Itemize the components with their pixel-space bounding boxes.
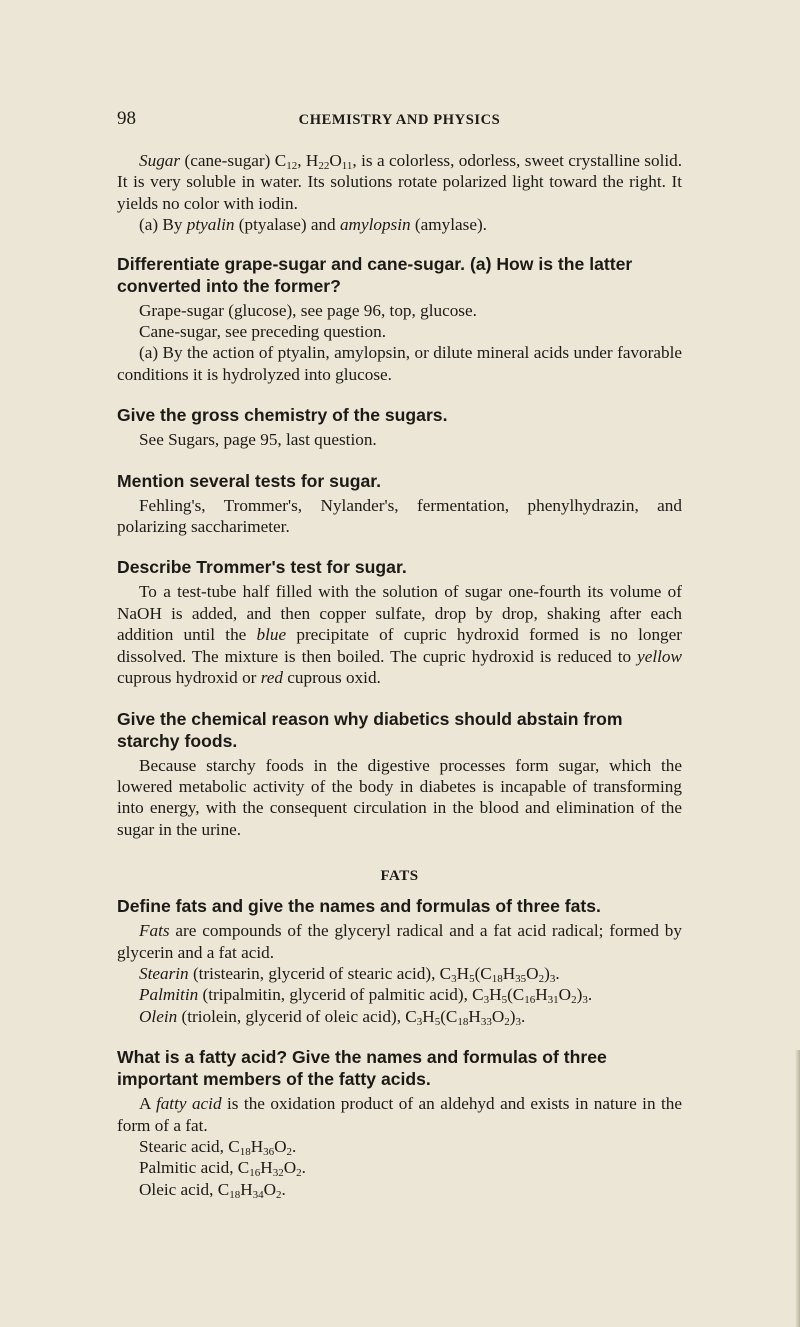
answer-paragraph-fatty-acid: A fatty acid is the oxidation product of an aldehyd and exists in nature in the form of a fat. <box>117 1094 683 1135</box>
question-heading-gross-chemistry: Give the gross chemistry of the sugars. <box>117 405 448 426</box>
question-heading-define-fats: Define fats and give the names and formulas of three fats. <box>117 896 601 917</box>
page-header <box>117 108 682 132</box>
formula-line-oleic-acid: Oleic acid, $C_{18}H_{34}O_2$. <box>139 1179 286 1201</box>
sugar-term: Sugar <box>139 151 181 170</box>
answer-line: Fehling's, Trommer's, Nylander's, fermentation, phenylhydrazin, and polarizing saccharimeter. <box>117 495 682 537</box>
formula-line-palmitin: Palmitin (tripalmitin, glycerid of palmitic acid), $C_3H_5(C_{16}H_{31}O_2)_3$. <box>139 985 593 1007</box>
answer-paragraph-trommer: To a test-tube half filled with the solution of sugar one-fourth its volume of NaOH is added, and then copper sulfate, drop by drop, shaking after each addition until the blue precipitate of cupric hydroxid formed is no longer dissolved. The mixture is then boiled. The cupric hydroxid is reduced to yellow cuprous hydroxid or red cuprous oxid. <box>117 582 682 688</box>
question-heading-trommer: Describe Trommer's test for sugar. <box>117 557 407 578</box>
question-heading-tests: Mention several tests for sugar. <box>117 470 381 491</box>
sugar-line-a: (a) By ptyalin (ptyalase) and amylopsin (amylase). <box>139 215 487 235</box>
section-title-fats: FATS <box>380 868 419 885</box>
running-head: CHEMISTRY AND PHYSICS <box>298 112 501 128</box>
question-heading-differentiate: Differentiate grape-sugar and cane-sugar. (a) How is the latter converted into the former? <box>117 253 633 296</box>
answer-line: Grape-sugar (glucose), see page 96, top, glucose. <box>139 300 477 320</box>
question-heading-fatty-acid: What is a fatty acid? Give the names and formulas of three important members of the fatty acids. <box>117 1047 607 1090</box>
sugar-paragraph: Sugar (cane-sugar) $C_{12}$, $H_{22}O_{11}$, is a colorless, odorless, sweet crystalline solid. It is very soluble in water. Its solutions rotate polarized light toward the right. It yields no color with iodin. <box>117 151 683 213</box>
formula-line-palmitic-acid: Palmitic acid, $C_{16}H_{32}O_2$. <box>139 1158 306 1180</box>
question-heading-diabetics: Give the chemical reason why diabetics should abstain from starchy foods. <box>117 708 623 751</box>
answer-line: (a) By the action of ptyalin, amylopsin, or dilute mineral acids under favorable conditions it is hydrolyzed into glucose. <box>117 343 682 384</box>
page-edge-shadow <box>795 1050 800 1327</box>
answer-line: Cane-sugar, see preceding question. <box>139 322 387 342</box>
formula-line-stearic-acid: Stearic acid, $C_{18}H_{36}O_2$. <box>139 1136 297 1158</box>
formula-line-stearin: Stearin (tristearin, glycerid of stearic acid), $C_3H_5(C_{18}H_{35}O_2)_3$. <box>139 963 560 985</box>
book-page <box>117 108 682 1200</box>
answer-line: See Sugars, page 95, last question. <box>139 430 377 450</box>
page-number: 98 <box>117 108 136 129</box>
formula-line-olein: Olein (triolein, glycerid of oleic acid), $C_3H_5(C_{18}H_{33}O_2)_3$. <box>139 1006 526 1028</box>
answer-paragraph-fats: Fats are compounds of the glyceryl radical and a fat acid radical; formed by glycerin and a fat acid. <box>117 921 682 962</box>
answer-paragraph-diabetics: Because starchy foods in the digestive processes form sugar, which the lowered metabolic activity of the body in diabetes is incapable of transforming into energy, with the consequent circulation in the blood and elimination of the sugar in the urine. <box>117 755 682 839</box>
